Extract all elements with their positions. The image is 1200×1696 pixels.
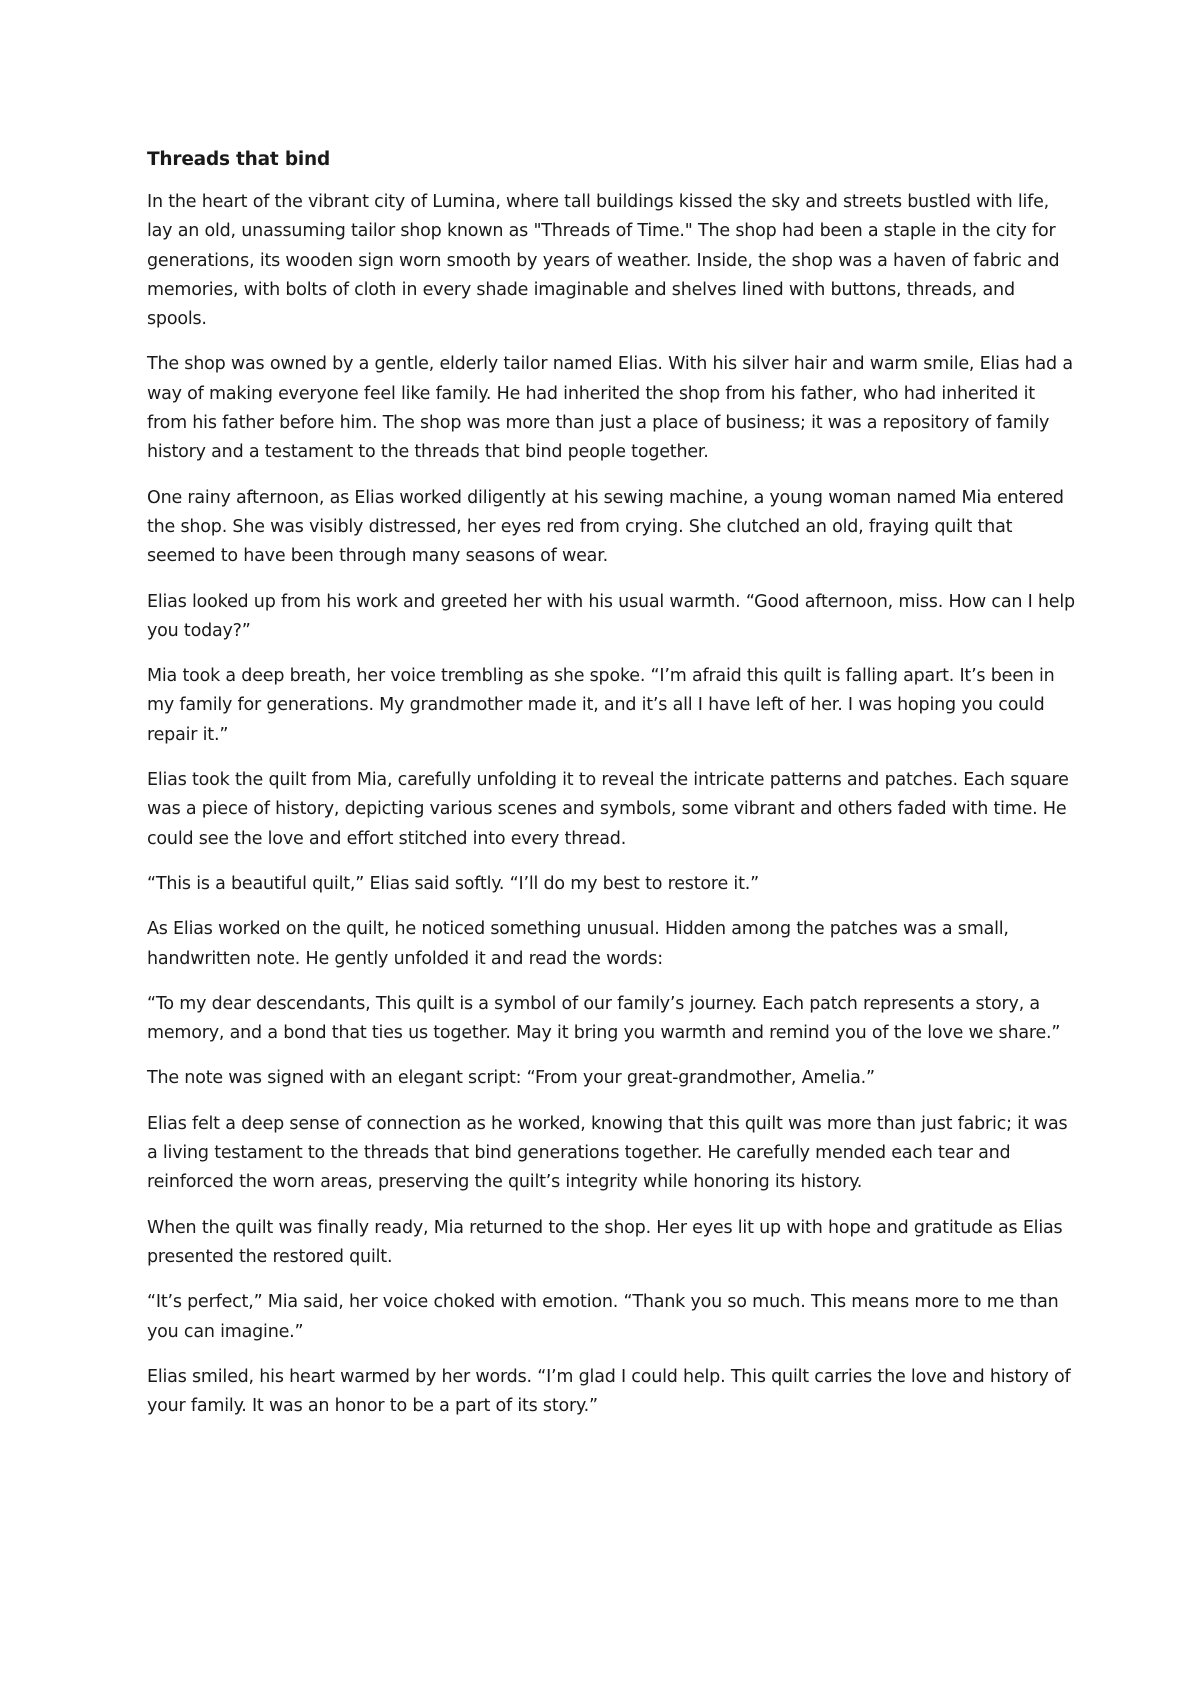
document-title: Threads that bind: [147, 149, 331, 170]
paragraph: The shop was owned by a gentle, elderly tailor named Elias. With his silver hair and warm smile, Elias had a way of making everyone feel like family. He had inherited the shop from his father, who had inherited it from his father before him. The shop was more than just a place of business; it was a repository of family history and a testament to the threads that bind people together.: [147, 354, 1073, 463]
paragraph: In the heart of the vibrant city of Lumina, where tall buildings kissed the sky and streets bustled with life, lay an old, unassuming tailor shop known as "Threads of Time." The shop had been a staple in the city for generations, its wooden sign worn smooth by years of weather. Inside, the shop was a haven of fabric and memories, with bolts of cloth in every shade imaginable and shelves lined with buttons, threads, and spools.: [147, 192, 1060, 330]
paragraph: Mia took a deep breath, her voice trembling as she spoke. “I’m afraid this quilt is falling apart. It’s been in my family for generations. My grandmother made it, and it’s all I have left of her. I was hoping you could repair it.”: [147, 666, 1055, 745]
paragraph: Elias looked up from his work and greeted her with his usual warmth. “Good afternoon, miss. How can I help you today?”: [147, 591, 1075, 641]
paragraph: As Elias worked on the quilt, he noticed something unusual. Hidden among the patches was a small, handwritten note. He gently unfolded it and read the words:: [147, 919, 1009, 969]
paragraph: “This is a beautiful quilt,” Elias said softly. “I’ll do my best to restore it.”: [147, 873, 759, 894]
paragraph: “To my dear descendants, This quilt is a symbol of our family’s journey. Each patch represents a story, a memory, and a bond that ties us together. May it bring you warmth and remind you of the love we share.”: [147, 993, 1061, 1044]
paragraph: “It’s perfect,” Mia said, her voice choked with emotion. “Thank you so much. This means more to me than you can imagine.”: [147, 1292, 1059, 1342]
paragraph: When the quilt was finally ready, Mia returned to the shop. Her eyes lit up with hope and gratitude as Elias presented the restored quilt.: [147, 1217, 1063, 1267]
paragraph: The note was signed with an elegant script: “From your great-grandmother, Amelia.”: [147, 1068, 875, 1089]
paragraph: One rainy afternoon, as Elias worked diligently at his sewing machine, a young woman named Mia entered the shop. She was visibly distressed, her eyes red from crying. She clutched an old, fraying quilt that seemed to have been through many seasons of wear.: [147, 487, 1064, 567]
paragraph: Elias took the quilt from Mia, carefully unfolding it to reveal the intricate patterns and patches. Each square was a piece of history, depicting various scenes and symbols, some vibrant and others faded with time. He could see the love and effort stitched into every thread.: [147, 770, 1069, 849]
paragraph: Elias felt a deep sense of connection as he worked, knowing that this quilt was more than just fabric; it was a living testament to the threads that bind generations together. He carefully mended each tear and reinforced the worn areas, preserving the quilt’s integrity while honoring its history.: [147, 1113, 1068, 1193]
document-body: [147, 148, 1077, 1437]
paragraph: Elias smiled, his heart warmed by her words. “I’m glad I could help. This quilt carries the love and history of your family. It was an honor to be a part of its story.”: [147, 1366, 1071, 1417]
